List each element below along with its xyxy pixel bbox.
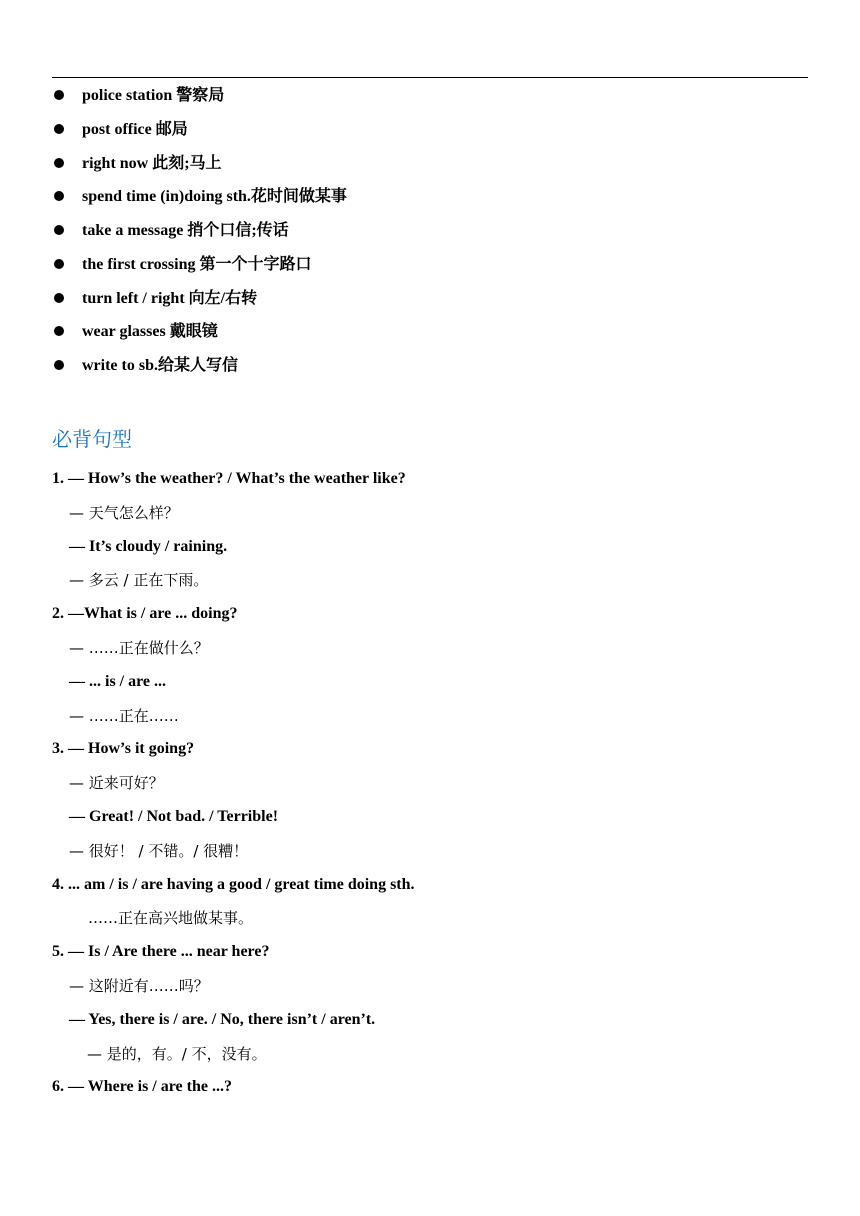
vocab-item — [0, 350, 860, 384]
sentence-line: 3. — How’s it going? — [52, 740, 195, 758]
sentence-line: — 天气怎么样？ — [69, 503, 179, 522]
vocab-item — [0, 283, 860, 317]
vocab-item — [0, 148, 860, 182]
vocab-text: spend time (in)doing sth.花时间做某事 — [82, 188, 347, 206]
vocab-item — [0, 316, 860, 350]
sentence-line: — ... is / are ... — [69, 672, 167, 690]
vocab-text: turn left / right 向左/右转 — [82, 289, 258, 307]
bullet-icon — [54, 225, 64, 235]
sentence-line: — Great! / Not bad. / Terrible! — [69, 808, 279, 825]
bullet-icon — [54, 90, 64, 100]
bullet-icon — [54, 360, 64, 370]
sentence-line: — It’s cloudy / raining. — [69, 537, 228, 555]
sentence-line: 6. — Where is / are the ...? — [52, 1078, 232, 1096]
vocab-item — [0, 249, 860, 283]
sentence-line: 5. — Is / Are there ... near here? — [52, 943, 270, 961]
sentence-line: 2. —What is / are ... doing? — [52, 605, 238, 623]
vocab-item — [0, 215, 860, 249]
vocab-item — [0, 114, 860, 148]
bullet-icon — [54, 191, 64, 201]
sentence-line: — ……正在…… — [69, 706, 179, 725]
sentence-line: — Yes, there is / are. / No, there isn’t / aren’t. — [69, 1010, 376, 1028]
vocab-text: police station 警察局 — [82, 87, 225, 104]
vocab-item — [0, 80, 860, 114]
vocab-text: take a message 捎个口信;传话 — [82, 222, 289, 239]
sentence-line: 1. — How’s the weather? / What’s the weather like? — [52, 470, 406, 487]
sentence-line: 4. ... am / is / are having a good / great time doing sth. — [52, 875, 415, 893]
sentence-line: — 这附近有……吗？ — [69, 977, 209, 995]
vocab-text: the first crossing 第一个十字路口 — [82, 255, 312, 273]
vocab-text: post office 邮局 — [82, 120, 188, 138]
bullet-icon — [54, 124, 64, 134]
section-heading: 必背句型 — [52, 427, 132, 451]
vocab-item — [0, 181, 860, 215]
vocab-text: write to sb.给某人写信 — [82, 357, 238, 374]
sentence-line: — 很好！ / 不错。/ 很糟！ — [69, 841, 249, 860]
sentence-line: ……正在高兴地做某事。 — [88, 909, 254, 928]
bullet-icon — [54, 326, 64, 336]
bullet-icon — [54, 259, 64, 269]
sentence-line: — ……正在做什么？ — [69, 639, 209, 657]
sentence-line: — 近来可好？ — [69, 774, 164, 793]
vocab-text: wear glasses 戴眼镜 — [82, 323, 218, 341]
sentence-line: — 是的，有。/ 不，没有。 — [87, 1044, 267, 1063]
bullet-icon — [54, 293, 64, 303]
bullet-icon — [54, 158, 64, 168]
sentence-line: — 多云 / 正在下雨。 — [69, 571, 209, 590]
vocab-text: right now 此刻;马上 — [82, 154, 222, 172]
header-rule — [52, 77, 808, 78]
